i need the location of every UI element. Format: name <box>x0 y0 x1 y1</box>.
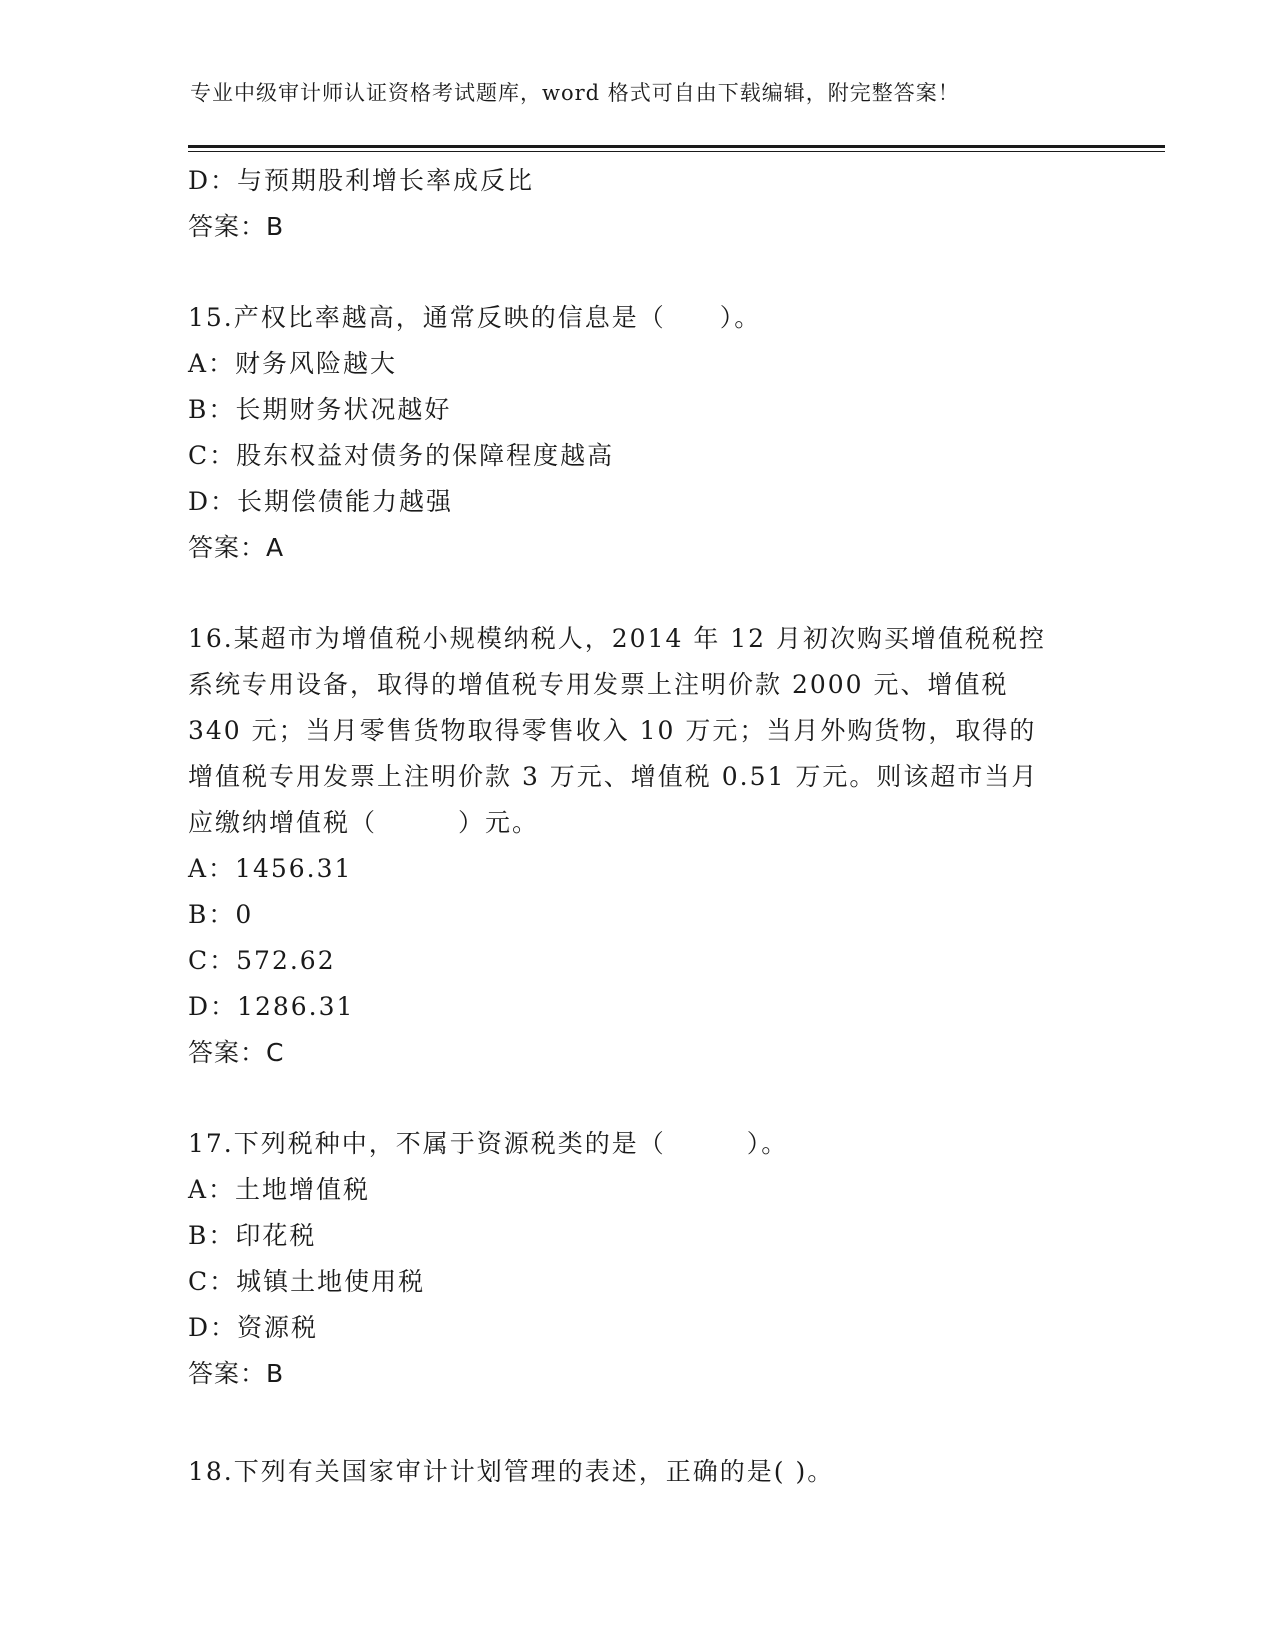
page-header: 专业中级审计师认证资格考试题库，word 格式可自由下载编辑，附完整答案！ <box>190 81 960 105</box>
header-rule-thin <box>188 151 1165 152</box>
q16-stem <box>188 616 1078 846</box>
q16-stem-line: 16.某超市为增值税小规模纳税人，2014 年 12 月初次购买增值税税控 <box>188 624 1047 653</box>
q15-option-d: D：长期偿债能力越强 <box>188 487 454 516</box>
q15-option-a: A：财务风险越大 <box>188 349 398 378</box>
q18-stem: 18.下列有关国家审计计划管理的表述，正确的是( )。 <box>188 1457 835 1486</box>
q16-stem-line: 应缴纳增值税（ ）元。 <box>188 808 540 837</box>
q17-option-d: D：资源税 <box>188 1313 319 1342</box>
prev-answer: 答案：B <box>188 212 285 241</box>
header-rule-thick <box>188 145 1165 148</box>
prev-option-d: D：与预期股利增长率成反比 <box>188 166 535 195</box>
q17-answer: 答案：B <box>188 1359 285 1388</box>
q16-answer: 答案：C <box>188 1038 285 1067</box>
q17-option-b: B：印花税 <box>188 1221 317 1250</box>
q15-option-b: B：长期财务状况越好 <box>188 395 452 424</box>
q16-option-b: B：0 <box>188 900 254 929</box>
q16-option-a: A：1456.31 <box>188 854 353 883</box>
q16-option-c: C：572.62 <box>188 946 336 975</box>
question-content <box>188 158 1078 1495</box>
q17-stem: 17.下列税种中，不属于资源税类的是（ ）。 <box>188 1129 789 1158</box>
q16-stem-line: 增值税专用发票上注明价款 3 万元、增值税 0.51 万元。则该超市当月 <box>188 762 1039 791</box>
q16-stem-line: 340 元；当月零售货物取得零售收入 10 万元；当月外购货物，取得的 <box>188 716 1037 745</box>
q15-option-c: C：股东权益对债务的保障程度越高 <box>188 441 615 470</box>
q15-answer: 答案：A <box>188 533 285 562</box>
q17-option-a: A：土地增值税 <box>188 1175 371 1204</box>
q15-stem: 15.产权比率越高，通常反映的信息是（ ）。 <box>188 303 762 332</box>
q16-option-d: D：1286.31 <box>188 992 355 1021</box>
q17-option-c: C：城镇土地使用税 <box>188 1267 426 1296</box>
q16-stem-line: 系统专用设备，取得的增值税专用发票上注明价款 2000 元、增值税 <box>188 670 1009 699</box>
